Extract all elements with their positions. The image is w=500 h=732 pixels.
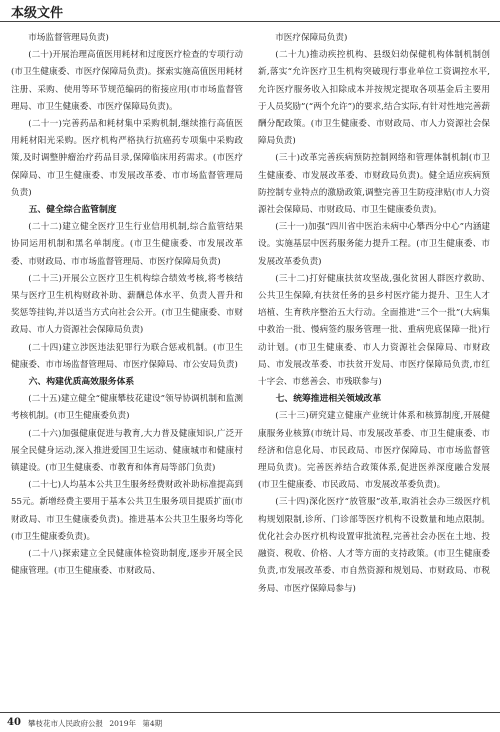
publication-name: 攀枝花市人民政府公报 <box>28 719 103 728</box>
paragraph: (二十七)人均基本公共卫生服务经费财政补助标准提高到55元。新增经费主要用于基本公共卫生服务项目提质扩面(市财政局、市卫生健康委负责)。推进基本公共卫生服务均等化(市卫生健康委负责)。 <box>11 480 243 542</box>
paragraph: (三十四)深化医疗“放管服”改革,取消社会办三级医疗机构规划限制,诊所、门诊部等医疗机构不设数量和地点限制。优化社会办医疗机构设置审批流程,完善社会办医在土地、投融资、税收、价格、人才等方面的支持政策。(市卫生健康委负责,市发展改革委、市自然资源和规划局、市财政局、市税务局、市医疗保障局参与) <box>258 497 490 594</box>
section-title: 本级文件 <box>11 6 64 21</box>
header-divider <box>0 21 500 22</box>
page-footer <box>0 712 500 732</box>
paragraph: (三十三)研究建立健康产业统计体系和核算制度,开展健康服务业核算(市统计局、市发展改革委、市卫生健康委、市经济和信息化局、市民政局、市医疗保障局、市市场监督管理局负责)。完善医养结合政策体系,促进医养深度融合发展(市卫生健康委、市民政局、市发展改革委负责)。 <box>258 411 490 491</box>
paragraph: (二十四)建立涉医违法犯罪行为联合惩戒机制。(市卫生健康委、市市场监督管理局、市医疗保障局、市公安局负责) <box>11 342 243 370</box>
section-heading: 七、统筹推进相关领域改革 <box>275 394 382 405</box>
paragraph: 市医疗保障局负责) <box>275 33 348 43</box>
paragraph: (二十八)探索建立全民健康体检资助制度,逐步开展全民健康管理。(市卫生健康委、市财政局、 <box>11 549 243 577</box>
paragraph: (三十一)加强“四川省中医治未病中心攀西分中心”内涵建设。实施基层中医药服务能力提升工程。(市卫生健康委、市发展改革委负责) <box>258 222 490 267</box>
section-heading: 六、构建优质高效服务体系 <box>28 377 135 388</box>
paragraph: (二十二)建立健全医疗卫生行业信用机制,综合监管结果协同运用机制和黑名单制度。(市卫生健康委、市发展改革委、市财政局、市市场监督管理局、市医疗保障局负责) <box>11 222 243 267</box>
paragraph: (三十)改革完善疾病预防控制网络和管理体制机制(市卫生健康委、市发展改革委、市财政局负责)。健全适应疾病预防控制专业特点的激励政策,调整完善卫生防疫津贴(市人力资源社会保障局、市财政局、市卫生健康委负责)。 <box>258 153 490 216</box>
section-heading: 五、健全综合监管制度 <box>28 205 117 216</box>
publication-year: 2019年 <box>109 719 136 728</box>
page-header <box>0 0 500 24</box>
left-column <box>11 30 243 581</box>
footer-divider <box>0 712 500 713</box>
publication-issue: 第4期 <box>142 719 163 728</box>
paragraph: (二十一)完善药品和耗材集中采购机制,继续推行高值医用耗材阳光采购。医疗机构严格执行抗癌药专项集中采购政策,及时调整肿瘤治疗药品目录,保障临床用药需求。(市医疗保障局、市卫生健康委、市发展改革委、市市场监督管理局负责) <box>11 119 243 198</box>
publication-info <box>28 718 162 729</box>
paragraph: 市场监督管理局负责) <box>28 33 109 43</box>
paragraph: (二十)开展治理高值医用耗材和过度医疗检查的专项行动(市卫生健康委、市医疗保障局负责)。探索实施高值医用耗材注册、采购、使用等环节规范编码的衔接应用(市市场监督管理局、市卫生健康委、市医疗保障局负责)。 <box>11 50 243 112</box>
paragraph: (三十二)打好健康扶贫攻坚战,强化贫困人群医疗救助、公共卫生保障,有扶贫任务的县乡村医疗能力提升、卫生人才培植、生育秩序整治五大行动。全面推进“三个一批”(大病集中救治一批、慢病签约服务管理一批、重病兜底保障一批)行动计划。(市卫生健康委、市人力资源社会保障局、市财政局、市发展改革委、市扶贫开发局、市医疗保障局负责,市红十字会、市慈善会、市残联参与) <box>258 273 490 388</box>
paragraph: (二十三)开展公立医疗卫生机构综合绩效考核,将考核结果与医疗卫生机构财政补助、薪酬总体水平、负责人晋升和奖惩等挂钩,并以适当方式向社会公开。(市卫生健康委、市财政局、市人力资源社会保障局负责) <box>11 273 243 336</box>
paragraph: (二十九)推动疾控机构、县级妇幼保健机构体制机制创新,落实“允许医疗卫生机构突破现行事业单位工资调控水平,允许医疗服务收入扣除成本并按规定提取各项基金后主要用于人员奖励”(“两个允许”)的要求,结合实际,有针对性地完善薪酬分配政策。(市卫生健康委、市财政局、市人力资源社会保障局负责) <box>258 50 490 147</box>
right-column <box>258 30 490 598</box>
page-number: 40 <box>7 717 21 728</box>
paragraph: (二十六)加强健康促进与教育,大力普及健康知识,广泛开展全民健身运动,深入推进爱国卫生运动、健康城市和健康村镇建设。(市卫生健康委、市教育和体育局等部门负责) <box>11 428 243 474</box>
paragraph: (二十五)建立健全“健康攀枝花建设”领导协调机制和监测考核机制。(市卫生健康委负责) <box>11 394 243 422</box>
